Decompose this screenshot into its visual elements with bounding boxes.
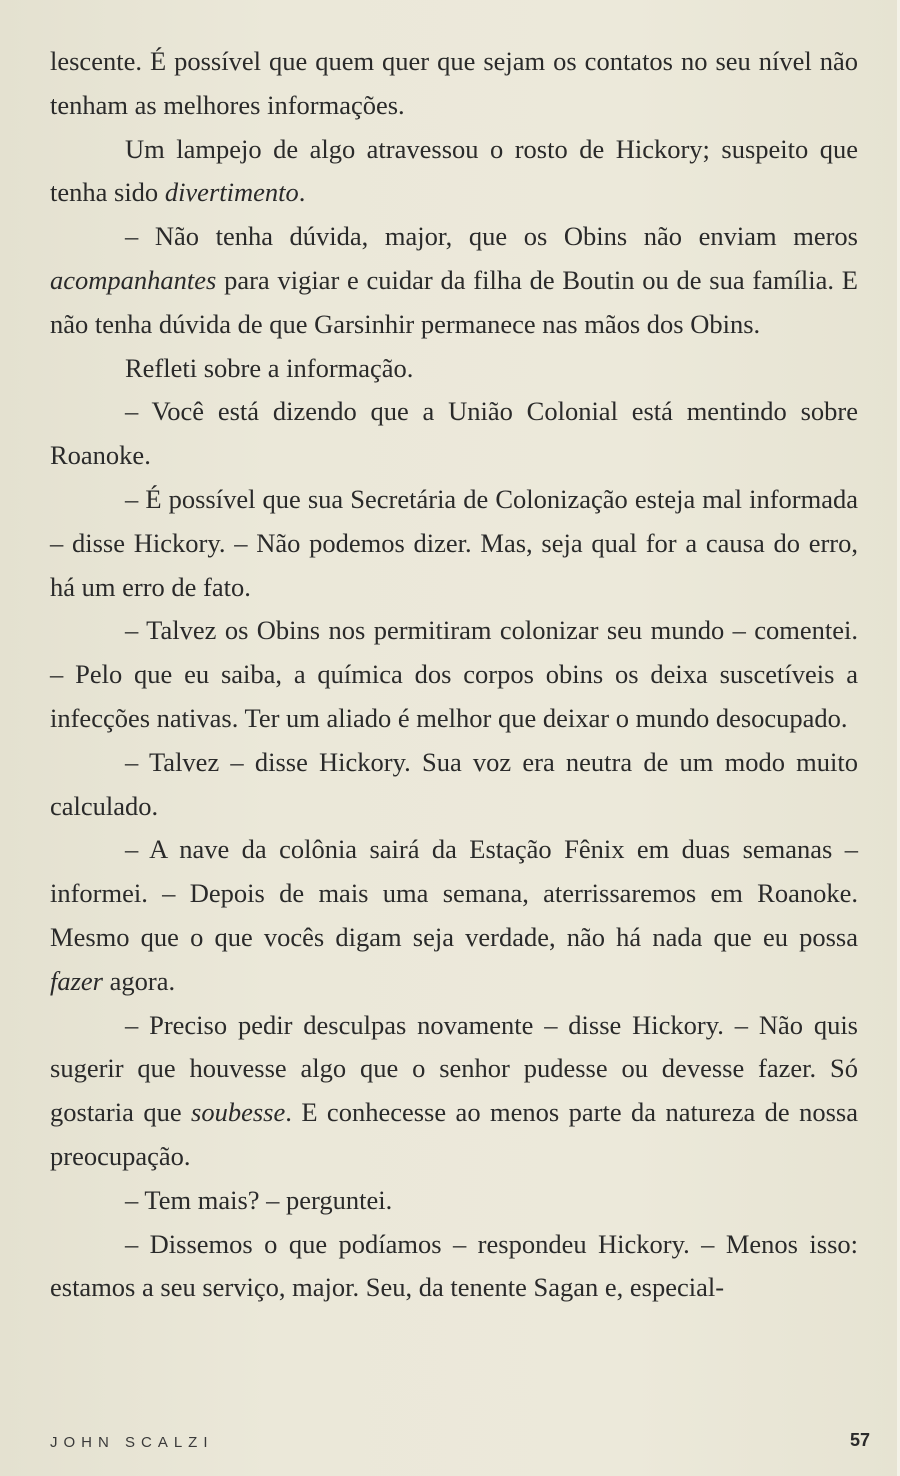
paragraph	[50, 347, 858, 391]
paragraph	[50, 478, 858, 609]
text-run: – Você está dizendo que a União Colonial está mentindo sobre Roanoke.	[50, 396, 858, 471]
emphasized-text: soubesse	[191, 1097, 286, 1128]
paragraph	[50, 215, 858, 346]
text-run: para vigiar e cuidar da filha de Boutin ou de sua família. E não tenha dúvida de que Garsinhir permanece nas mãos dos Obins.	[50, 264, 858, 339]
text-run: – A nave da colônia sairá da Estação Fênix em duas semanas – informei. – Depois de mais uma semana, aterrissaremos em Roanoke. Mesmo que o que vocês digam seja verdade, não há nada que eu possa	[50, 834, 858, 952]
paragraph	[50, 828, 858, 1003]
text-run: – Talvez – disse Hickory. Sua voz era neutra de um modo muito calculado.	[50, 746, 858, 821]
text-run: Refleti sobre a informação.	[125, 352, 414, 383]
paragraph	[50, 40, 858, 128]
text-run: agora.	[103, 965, 176, 996]
text-run: Um lampejo de algo atravessou o rosto de Hickory; suspeito que tenha sido	[50, 133, 858, 208]
text-run: – Tem mais? – perguntei.	[125, 1184, 393, 1215]
page-number: 57	[849, 1430, 870, 1450]
paragraph	[50, 128, 858, 216]
paragraph	[50, 741, 858, 829]
text-run: .	[298, 177, 306, 208]
emphasized-text: fazer	[50, 965, 103, 996]
paragraph	[50, 1223, 858, 1311]
emphasized-text: divertimento	[164, 177, 299, 208]
text-run: – É possível que sua Secretária de Colonização esteja mal informada – disse Hickory. – Não podemos dizer. Mas, seja qual for a causa do erro, há um erro de fato.	[50, 483, 858, 602]
text-run: lescente. É possível que quem quer que sejam os contatos no seu nível não tenham as melhores informações.	[50, 46, 858, 120]
paragraph	[50, 1179, 858, 1223]
paragraph	[50, 1004, 858, 1179]
emphasized-text: acompanhantes	[50, 264, 217, 295]
paragraph	[50, 390, 858, 478]
paragraph	[50, 609, 858, 740]
text-run: – Não tenha dúvida, major, que os Obins não enviam meros	[125, 221, 858, 252]
body-text	[50, 40, 858, 1310]
text-run: – Talvez os Obins nos permitiram colonizar seu mundo – comentei. – Pelo que eu saiba, a química dos corpos obins os deixa suscetíveis a infecções nativas. Ter um aliado é melhor que deixar o mundo desocupado.	[50, 615, 858, 733]
text-run: . E conhecesse ao menos parte da natureza de nossa preocupação.	[50, 1097, 858, 1171]
text-run: – Preciso pedir desculpas novamente – disse Hickory. – Não quis sugerir que houvesse algo que o senhor pudesse ou devesse fazer. Só gostaria que	[50, 1009, 858, 1128]
running-footer-author: JOHN SCALZI	[50, 1434, 214, 1451]
text-run: – Dissemos o que podíamos – respondeu Hickory. – Menos isso: estamos a seu serviço, major. Seu, da tenente Sagan e, especial-	[50, 1228, 858, 1303]
